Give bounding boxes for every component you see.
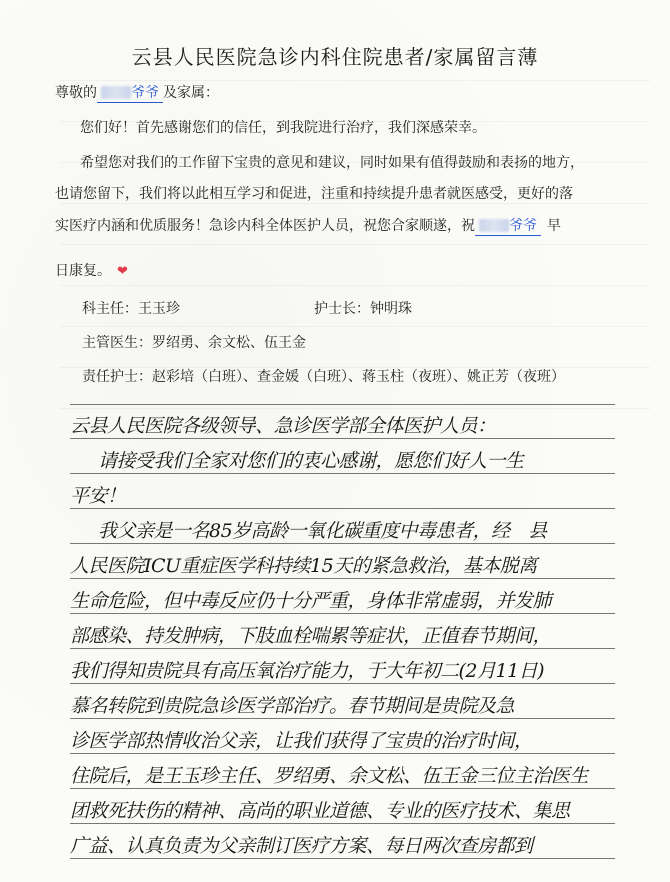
handwriting-line: 住院后，是王玉珍主任、罗绍勇、余文松、伍王金三位主治医生 [70, 765, 589, 787]
body-line-3 [55, 215, 561, 235]
handwriting-line: 广益、认真负责为父亲制订医疗方案、每日两次查房都到 [70, 835, 533, 857]
handwriting-line: 云县人民医院各级领导、急诊医学部全体医护人员： [70, 415, 496, 437]
body-line-3-end: 早 [547, 218, 561, 234]
handwriting-line: 我父亲是一名85岁高龄一氧化碳重度中毒患者，经 县 [98, 520, 547, 542]
handwriting-line: 慕名转院到贵院急诊医学部治疗。春节期间是贵院及急 [70, 695, 515, 717]
handwriting-line: 部感染、持发肿病，下肢血栓喘累等症状，正值春节期间， [70, 625, 552, 647]
body-line-2: 也请您留下，我们将以此相互学习和促进，注重和持续提升患者就医感受，更好的落 [55, 186, 573, 202]
body-line-3-text: 实医疗内涵和优质服务！急诊内科全体医护人员，祝您合家顺遂，祝 [55, 218, 475, 234]
handwriting-line: 生命危险，但中毒反应仍十分严重，身体非常虚弱，并发肺 [70, 590, 552, 612]
body-line-4-text: 日康复。 [55, 263, 111, 279]
handwritten-message [70, 398, 615, 882]
handwriting-line: 团救死扶伤的精神、高尚的职业道德、专业的医疗技术、集思 [70, 800, 570, 822]
salutation-suffix: 及家属： [163, 85, 219, 101]
head-nurse: 护士长：钟明珠 [314, 301, 412, 317]
department-director: 科主任：王玉珍 [82, 301, 180, 317]
patient-name-suffix-2: 爷爷 [509, 218, 537, 234]
redacted-name [101, 86, 131, 99]
handwriting-line: 平安！ [70, 485, 126, 507]
patient-name-suffix: 爷爷 [131, 85, 159, 101]
redacted-name-2 [479, 219, 509, 232]
handwriting-line: 我们得知贵院具有高压氧治疗能力，于大年初二(2月11日) [70, 660, 545, 682]
body-line-1: 希望您对我们的工作留下宝贵的意见和建议，同时如果有值得鼓励和表扬的地方， [80, 155, 584, 171]
salutation-prefix: 尊敬的 [55, 85, 97, 101]
handwriting-line: 人民医院ICU重症医学科持续15天的紧急救治，基本脱离 [70, 555, 537, 577]
intro-paragraph: 您们好！首先感谢您们的信任，到我院进行治疗，我们深感荣幸。 [80, 120, 486, 136]
salutation [55, 82, 219, 102]
handwriting-line: 诊医学部热情收治父亲，让我们获得了宝贵的治疗时间， [70, 730, 533, 752]
attending-doctors: 主管医生：罗绍勇、余文松、伍王金 [82, 335, 306, 351]
responsible-nurses: 责任护士：赵彩培（白班）、查金媛（白班）、蒋玉柱（夜班）、姚正芳（夜班） [82, 369, 565, 385]
page-title: 云县人民医院急诊内科住院患者/家属留言薄 [131, 45, 539, 69]
body-line-4 [55, 260, 128, 280]
handwriting-line: 请接受我们全家对您们的衷心感谢，愿您们好人一生 [98, 450, 524, 472]
heart-icon: ❤ [117, 264, 128, 279]
